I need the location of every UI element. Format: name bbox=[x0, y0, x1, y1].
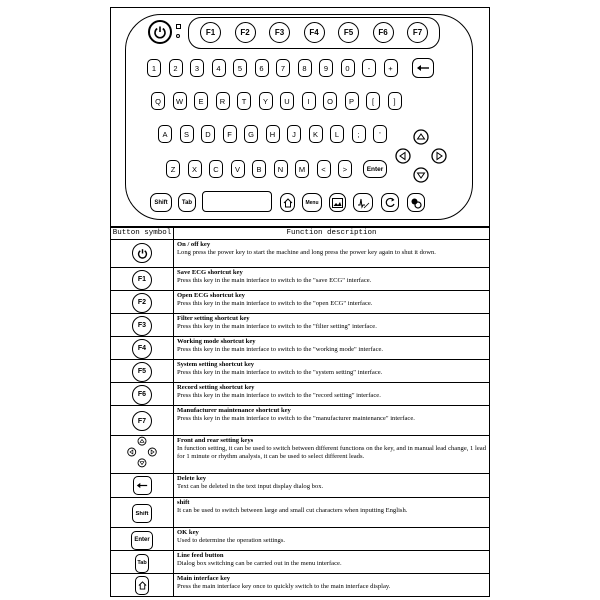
row-description: Press this key in the main interface to switch to the "system setting" interface. bbox=[177, 369, 383, 377]
description-cell bbox=[174, 360, 490, 383]
symbol-cell bbox=[111, 268, 174, 291]
function-key-f1[interactable]: F1 bbox=[200, 22, 221, 43]
letter-row-z-key[interactable]: < bbox=[317, 160, 331, 178]
description-cell bbox=[174, 383, 490, 406]
function-key-f6[interactable]: F6 bbox=[373, 22, 394, 43]
table-row bbox=[111, 498, 490, 528]
status-led-square bbox=[176, 24, 181, 29]
description-cell bbox=[174, 406, 490, 436]
letter-row-a-key[interactable]: S bbox=[180, 125, 194, 143]
table-row bbox=[111, 474, 490, 498]
function-key-f2[interactable]: F2 bbox=[235, 22, 256, 43]
description-cell bbox=[174, 337, 490, 360]
tab-key[interactable]: Tab bbox=[178, 193, 196, 212]
table-row bbox=[111, 360, 490, 383]
function-table bbox=[110, 227, 490, 597]
row-title: Save ECG shortcut key bbox=[177, 269, 243, 276]
letter-row-a-key[interactable]: ; bbox=[352, 125, 366, 143]
row-title: Line feed button bbox=[177, 552, 224, 559]
column-header-symbol: Button symbol bbox=[111, 228, 174, 240]
symbol-cell bbox=[111, 406, 174, 436]
row-description: In function setting, it can be used to switch between different functions on the key, and in manual lead change, 1 lead for 1 minute or rhythm analysis, it can be used to select different leads. bbox=[177, 445, 486, 461]
table-row bbox=[111, 383, 490, 406]
row-title: System setting shortcut key bbox=[177, 361, 255, 368]
row-description: Long press the power key to start the machine and long press the power key again to shut it down. bbox=[177, 249, 436, 257]
table-row bbox=[111, 574, 490, 597]
letter-row-q-key[interactable]: Y bbox=[259, 92, 273, 110]
table-row bbox=[111, 268, 490, 291]
letter-row-a-key[interactable]: K bbox=[309, 125, 323, 143]
letter-row-q-key[interactable]: T bbox=[237, 92, 251, 110]
letter-row-z-key[interactable]: > bbox=[338, 160, 352, 178]
home-icon bbox=[283, 198, 293, 208]
delete-key[interactable] bbox=[412, 58, 434, 78]
row-title: shift bbox=[177, 499, 190, 506]
row-title: Working mode shortcut key bbox=[177, 338, 256, 345]
power-icon bbox=[132, 243, 152, 263]
description-cell bbox=[174, 314, 490, 337]
delete-icon bbox=[416, 64, 430, 72]
image-icon bbox=[332, 198, 343, 208]
letter-row-q-key[interactable]: P bbox=[345, 92, 359, 110]
description-cell bbox=[174, 528, 490, 551]
letter-row-q-key[interactable]: W bbox=[173, 92, 187, 110]
function-key-f7[interactable]: F7 bbox=[407, 22, 428, 43]
pulse-icon bbox=[357, 197, 370, 209]
letter-row-q-key[interactable]: R bbox=[216, 92, 230, 110]
table-row bbox=[111, 291, 490, 314]
f3-key-icon: F3 bbox=[132, 316, 152, 336]
table-row bbox=[111, 406, 490, 436]
letter-row-z-key[interactable]: M bbox=[295, 160, 309, 178]
description-cell bbox=[174, 474, 490, 498]
table-row bbox=[111, 436, 490, 474]
row-description: Press this key in the main interface to switch to the "filter setting" interface. bbox=[177, 323, 377, 331]
rhythm-key[interactable] bbox=[353, 193, 373, 212]
column-header-description: Function description bbox=[174, 228, 490, 240]
letter-row-z-key[interactable]: Z bbox=[166, 160, 180, 178]
number-row-key[interactable]: 5 bbox=[233, 59, 247, 77]
symbol-cell bbox=[111, 436, 174, 474]
description-cell bbox=[174, 498, 490, 528]
row-description: Press this key in the main interface to switch to the "working mode" interface. bbox=[177, 346, 384, 354]
home-icon bbox=[135, 576, 149, 595]
function-key-f5[interactable]: F5 bbox=[338, 22, 359, 43]
row-title: Front and rear setting keys bbox=[177, 437, 254, 444]
row-title: Filter setting shortcut key bbox=[177, 315, 250, 322]
row-title: Manufacturer maintenance shortcut key bbox=[177, 407, 291, 414]
letter-row-q-key[interactable]: I bbox=[302, 92, 316, 110]
delete-icon bbox=[133, 476, 152, 495]
home-key[interactable] bbox=[280, 193, 295, 212]
letter-row-q-key[interactable]: U bbox=[280, 92, 294, 110]
number-row-key[interactable]: + bbox=[384, 59, 398, 77]
row-title: Delete key bbox=[177, 475, 207, 482]
reset-key[interactable] bbox=[381, 193, 399, 212]
table-row bbox=[111, 240, 490, 268]
row-description: Dialog box switching can be carried out in the menu interface. bbox=[177, 560, 342, 568]
shift-key-icon: Shift bbox=[132, 504, 152, 523]
symbol-cell bbox=[111, 528, 174, 551]
refresh-icon bbox=[385, 197, 396, 208]
letter-row-z-key[interactable]: V bbox=[231, 160, 245, 178]
tools-icon bbox=[410, 197, 422, 209]
row-description: It can be used to switch between large and small cut characters when inputting English. bbox=[177, 507, 408, 515]
table-row bbox=[111, 528, 490, 551]
f1-key-icon: F1 bbox=[132, 270, 152, 290]
symbol-cell bbox=[111, 551, 174, 574]
f6-key-icon: F6 bbox=[132, 385, 152, 405]
letter-row-z-key[interactable]: C bbox=[209, 160, 223, 178]
symbol-cell bbox=[111, 240, 174, 268]
number-row-key[interactable]: 4 bbox=[212, 59, 226, 77]
row-title: On / off key bbox=[177, 241, 211, 248]
number-row-key[interactable]: 3 bbox=[190, 59, 204, 77]
table-header-row bbox=[111, 228, 490, 240]
f4-key-icon: F4 bbox=[132, 339, 152, 359]
number-row-key[interactable]: 9 bbox=[319, 59, 333, 77]
status-led-circle bbox=[176, 34, 180, 38]
row-description: Press the main interface key once to quickly switch to the main interface display. bbox=[177, 583, 391, 591]
menu-key[interactable]: Menu bbox=[302, 193, 322, 212]
description-cell bbox=[174, 574, 490, 597]
description-cell bbox=[174, 436, 490, 474]
row-description: Press this key in the main interface to switch to the "record setting" interface. bbox=[177, 392, 381, 400]
shift-key[interactable]: Shift bbox=[150, 193, 172, 212]
row-title: OK key bbox=[177, 529, 199, 536]
letter-row-a-key[interactable]: A bbox=[158, 125, 172, 143]
row-description: Press this key in the main interface to switch to the "open ECG" interface. bbox=[177, 300, 373, 308]
letter-row-a-key[interactable]: D bbox=[201, 125, 215, 143]
table-row bbox=[111, 337, 490, 360]
description-cell bbox=[174, 240, 490, 268]
table-row bbox=[111, 551, 490, 574]
letter-row-a-key[interactable]: G bbox=[244, 125, 258, 143]
f2-key-icon: F2 bbox=[132, 293, 152, 313]
description-cell bbox=[174, 291, 490, 314]
function-key-f3[interactable]: F3 bbox=[269, 22, 290, 43]
enter-key-icon: Enter bbox=[131, 531, 153, 550]
symbol-cell bbox=[111, 474, 174, 498]
space-key[interactable] bbox=[202, 191, 272, 212]
letter-row-z-key[interactable]: X bbox=[188, 160, 202, 178]
letter-row-q-key[interactable]: O bbox=[323, 92, 337, 110]
row-description: Text can be deleted in the text input display dialog box. bbox=[177, 483, 324, 491]
picture-key[interactable] bbox=[329, 193, 346, 212]
number-row-key[interactable]: - bbox=[362, 59, 376, 77]
letter-row-a-key[interactable]: ' bbox=[373, 125, 387, 143]
f5-key-icon: F5 bbox=[132, 362, 152, 382]
number-row-key[interactable]: 1 bbox=[147, 59, 161, 77]
number-row-key[interactable]: 2 bbox=[169, 59, 183, 77]
power-key[interactable] bbox=[148, 20, 172, 44]
enter-key[interactable]: Enter bbox=[363, 160, 387, 178]
letter-row-a-key[interactable]: J bbox=[287, 125, 301, 143]
symbol-cell bbox=[111, 337, 174, 360]
symbol-cell bbox=[111, 498, 174, 528]
number-row-key[interactable]: 0 bbox=[341, 59, 355, 77]
f7-key-icon: F7 bbox=[132, 411, 152, 431]
row-title: Main interface key bbox=[177, 575, 231, 582]
letter-row-a-key[interactable]: L bbox=[330, 125, 344, 143]
power-icon bbox=[153, 25, 167, 39]
row-title: Open ECG shortcut key bbox=[177, 292, 245, 299]
description-cell bbox=[174, 551, 490, 574]
arrow-keys-cluster[interactable] bbox=[394, 128, 448, 184]
row-title: Record setting shortcut key bbox=[177, 384, 255, 391]
description-cell bbox=[174, 268, 490, 291]
arrow-keys-icon bbox=[125, 455, 159, 472]
symbol-cell bbox=[111, 291, 174, 314]
settings-key[interactable] bbox=[407, 193, 425, 212]
letter-row-q-key[interactable]: [ bbox=[366, 92, 380, 110]
row-description: Press this key in the main interface to switch to the "manufacturer maintenance" interface. bbox=[177, 415, 415, 423]
row-description: Used to determine the operation settings. bbox=[177, 537, 286, 545]
symbol-cell bbox=[111, 383, 174, 406]
letter-row-a-key[interactable]: F bbox=[223, 125, 237, 143]
letter-row-q-key[interactable]: ] bbox=[388, 92, 402, 110]
number-row-key[interactable]: 8 bbox=[298, 59, 312, 77]
letter-row-a-key[interactable]: H bbox=[266, 125, 280, 143]
number-row-key[interactable]: 6 bbox=[255, 59, 269, 77]
table-row bbox=[111, 314, 490, 337]
symbol-cell bbox=[111, 360, 174, 383]
letter-row-q-key[interactable]: Q bbox=[151, 92, 165, 110]
row-description: Press this key in the main interface to switch to the "save ECG" interface. bbox=[177, 277, 372, 285]
symbol-cell bbox=[111, 314, 174, 337]
letter-row-z-key[interactable]: B bbox=[252, 160, 266, 178]
letter-row-z-key[interactable]: N bbox=[274, 160, 288, 178]
number-row-key[interactable]: 7 bbox=[276, 59, 290, 77]
tab-key-icon: Tab bbox=[135, 554, 149, 573]
letter-row-q-key[interactable]: E bbox=[194, 92, 208, 110]
function-key-f4[interactable]: F4 bbox=[304, 22, 325, 43]
symbol-cell bbox=[111, 574, 174, 597]
